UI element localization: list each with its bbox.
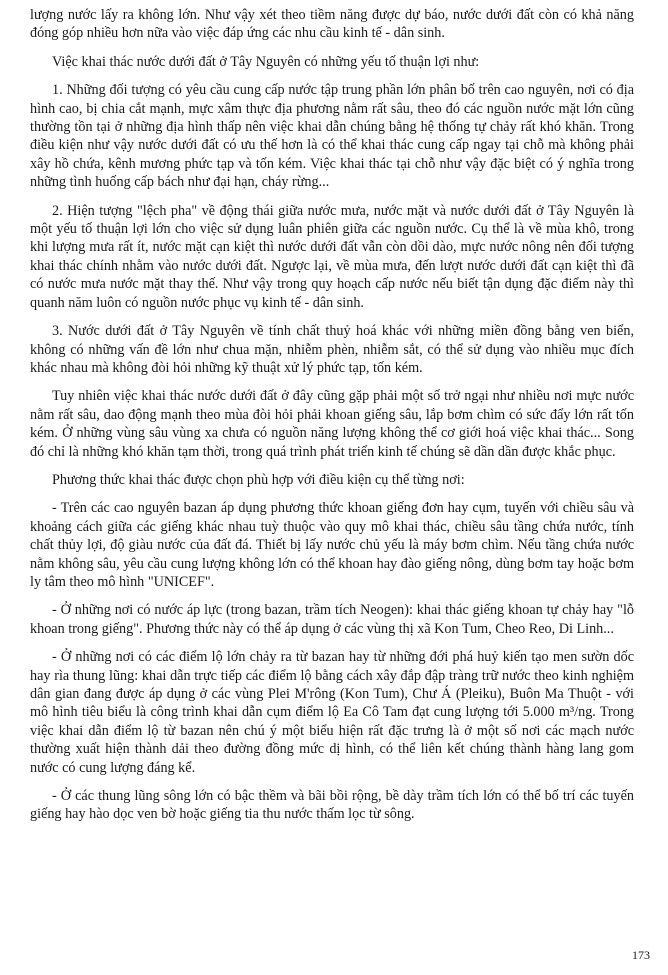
paragraph-advantage-3: 3. Nước dưới đất ở Tây Nguyên về tính chất thuỷ hoá khác với những miền đồng bằng ven biển, không có những vấn đề lớn như chua mặn, nhiễm phèn, nhiễm sắt, có thể sử dụng vào nhiều mục đích khác nhau mà không đòi hỏi những kỹ thuật xử lý phức tạp, tốn kém. [30, 323, 634, 376]
paragraph-advantage-1: 1. Những đối tượng có yêu cầu cung cấp nước tập trung phần lớn phân bố trên cao nguyên, nơi có địa hình cao, bị chia cắt mạnh, mực xâm thực địa phương nằm rất sâu, theo đó các nguồn nước mặt lớn cũng thường tồn tại ở những địa hình thấp nên việc khai dẫn chúng bằng hệ thống tự chảy rất khó khăn. Trong điều kiện như vậy nước dưới đất có ưu thế hơn là có thể khai thác cung cấp ngay tại chỗ mà không phải xây hồ chứa, kênh mương phức tạp và tốn kém. Việc khai thác tại chỗ như vậy đặc biệt có ý nghĩa trong những tình huống cấp bách như đại hạn, cháy rừng... [30, 82, 634, 191]
paragraph-obstacles: Tuy nhiên việc khai thác nước dưới đất ở đây cũng gặp phải một số trở ngại như nhiều nơi mực nước nằm rất sâu, dao động mạnh theo mùa đòi hỏi phải khoan giếng sâu, lắp bơm chìm có sức đẩy lớn rất tốn kém. Ở những vùng sâu vùng xa chưa có nguồn năng lượng không thể cơ giới hoá việc khai thác... Song đó chỉ là những khó khăn tạm thời, trong quá trình phát triển kinh tế chúng sẽ dần dần được khắc phục. [30, 388, 634, 460]
page-number: 173 [632, 948, 650, 962]
paragraph-method-springs: - Ở những nơi có các điểm lộ lớn chảy ra từ bazan hay từ những đới phá huỷ kiến tạo men sườn dốc hay rìa thung lũng: khai dẫn trực tiếp các điểm lộ bằng cách xây đắp đập tràng trữ nước theo kinh nghiệm dân gian đang được áp dụng ở các vùng Plei M'rông (Kon Tum), Chư Á (Pleiku), Buôn Ma Thuột - với mô hình tiêu biểu là công trình khai dẫn cụm điểm lộ Ea Cô Tam đạt cung lượng tới 5.000 m³/ng. Trong việc khai dẫn điểm lộ từ bazan nên chú ý một biểu hiện rất đặc trưng là ở một số nơi các mạch nước thường xuất hiện thành dải theo đường đồng mức dị hình, có thể liên kết chúng thành hàng lang gom nước có cung lượng đáng kể. [30, 649, 634, 776]
paragraph-methods-intro: Phương thức khai thác được chọn phù hợp với điều kiện cụ thể từng nơi: [52, 471, 465, 488]
paragraph-method-basalt: - Trên các cao nguyên bazan áp dụng phương thức khoan giếng đơn hay cụm, tuyến với chiều sâu và khoảng cách giữa các giếng khác nhau tuỳ thuộc vào quy mô khai thác, chiều sâu tầng chứa nước, tính chất thủy lợi, độ giàu nước của đất đá. Thiết bị lấy nước chủ yếu là máy bơm chìm. Nếu tầng chứa nước nằm không sâu, yêu cầu cung lượng không lớn có thể khoan hay đào giếng nông, dùng bơm tay hoặc bơm ly tâm theo mô hình "UNICEF". [30, 500, 634, 590]
paragraph-method-river-valleys: - Ở các thung lũng sông lớn có bậc thềm và bãi bồi rộng, bề dày trầm tích lớn có thể bố trí các tuyến giếng hay hào dọc ven bờ hoặc giếng tia thu nước thấm lọc từ sông. [30, 788, 634, 823]
paragraph-continuation: lượng nước lấy ra không lớn. Như vậy xét theo tiềm năng được dự báo, nước dưới đất còn có khả năng đóng góp nhiều hơn nữa vào việc đáp ứng các nhu cầu kinh tế - dân sinh. [30, 7, 634, 42]
paragraph-intro-advantages: Việc khai thác nước dưới đất ở Tây Nguyên có những yếu tố thuận lợi như: [52, 53, 480, 70]
paragraph-advantage-2: 2. Hiện tượng "lệch pha" về động thái giữa nước mưa, nước mặt và nước dưới đất ở Tây Nguyên là một yếu tố thuận lợi lớn cho việc sử dụng luân phiên giữa các nguồn nước. Cụ thể là về mùa khô, trong khi lượng mưa rất ít, nước mặt cạn kiệt thì nước dưới đất vẫn còn dồi dào, mực nước nông nên đối tượng khai thác chính nhằm vào nước dưới đất. Ngược lại, về mùa mưa, đến lượt nước dưới đất cạn kiệt thì đã có nước mưa nước mặt thay thế. Như vậy trong quy hoạch cấp nước nếu biết tận dụng đặc điểm này thì quanh năm luôn có nguồn nước phục vụ kinh tế - dân sinh. [30, 202, 634, 311]
paragraph-method-artesian: - Ở những nơi có nước áp lực (trong bazan, trầm tích Neogen): khai thác giếng khoan tự chảy hay "lỗ khoan trong giếng". Phương thức này có thể áp dụng ở các vùng thị xã Kon Tum, Cheo Reo, Di Linh... [30, 602, 634, 637]
